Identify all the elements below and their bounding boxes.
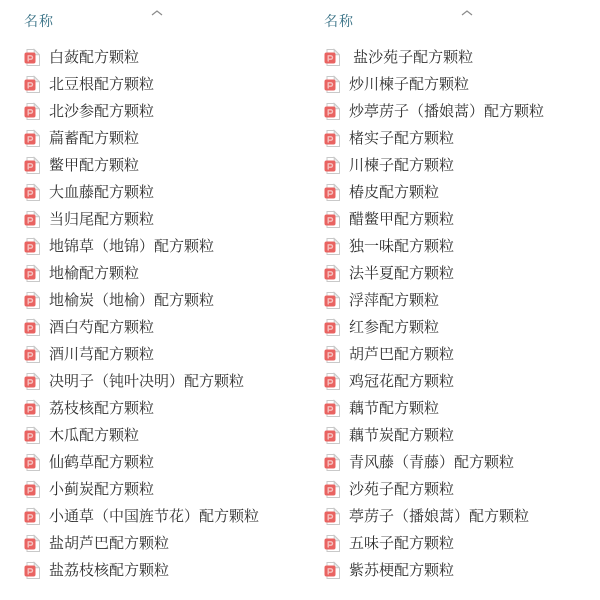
pdf-file-icon bbox=[24, 264, 40, 283]
file-name-label: 炒葶苈子（播娘蒿）配方颗粒 bbox=[349, 103, 545, 120]
column-header-name[interactable]: 名称 bbox=[24, 13, 54, 29]
file-name-label: 胡芦巴配方颗粒 bbox=[349, 346, 455, 363]
file-name-label: 盐荔枝核配方颗粒 bbox=[49, 562, 170, 579]
file-row[interactable] bbox=[324, 125, 600, 152]
file-row[interactable] bbox=[24, 422, 300, 449]
file-row[interactable] bbox=[324, 422, 600, 449]
file-row[interactable] bbox=[24, 287, 300, 314]
file-row[interactable] bbox=[324, 503, 600, 530]
file-list bbox=[24, 44, 300, 584]
file-name-label: 紫苏梗配方颗粒 bbox=[349, 562, 455, 579]
pdf-file-icon bbox=[24, 210, 40, 229]
file-name-label: 荔枝核配方颗粒 bbox=[49, 400, 155, 417]
pdf-file-icon bbox=[324, 534, 340, 553]
file-name-label: 藕节配方颗粒 bbox=[349, 400, 440, 417]
pdf-file-icon bbox=[24, 75, 40, 94]
pdf-file-icon bbox=[24, 102, 40, 121]
file-row[interactable] bbox=[324, 530, 600, 557]
file-name-label: 楮实子配方颗粒 bbox=[349, 130, 455, 147]
file-row[interactable] bbox=[324, 368, 600, 395]
file-name-label: 北沙参配方颗粒 bbox=[49, 103, 155, 120]
file-row[interactable] bbox=[24, 503, 300, 530]
pdf-file-icon bbox=[324, 237, 340, 256]
file-row[interactable] bbox=[324, 341, 600, 368]
file-row[interactable] bbox=[324, 206, 600, 233]
file-row[interactable] bbox=[324, 98, 600, 125]
file-row[interactable] bbox=[24, 206, 300, 233]
file-name-label: 盐沙苑子配方颗粒 bbox=[349, 49, 474, 66]
pdf-file-icon bbox=[324, 480, 340, 499]
file-name-label: 地榆配方颗粒 bbox=[49, 265, 140, 282]
file-row[interactable] bbox=[24, 368, 300, 395]
file-row[interactable] bbox=[24, 314, 300, 341]
file-row[interactable] bbox=[24, 530, 300, 557]
sort-ascending-icon[interactable] bbox=[460, 4, 474, 12]
file-name-label: 木瓜配方颗粒 bbox=[49, 427, 140, 444]
pdf-file-icon bbox=[24, 48, 40, 67]
file-row[interactable] bbox=[24, 476, 300, 503]
file-row[interactable] bbox=[24, 98, 300, 125]
file-name-label: 独一味配方颗粒 bbox=[349, 238, 455, 255]
pdf-file-icon bbox=[324, 102, 340, 121]
file-name-label: 葶苈子（播娘蒿）配方颗粒 bbox=[349, 508, 530, 525]
pdf-file-icon bbox=[24, 426, 40, 445]
pdf-file-icon bbox=[24, 399, 40, 418]
pdf-file-icon bbox=[324, 345, 340, 364]
file-name-label: 法半夏配方颗粒 bbox=[349, 265, 455, 282]
file-name-label: 炒川楝子配方颗粒 bbox=[349, 76, 470, 93]
file-name-label: 大血藤配方颗粒 bbox=[49, 184, 155, 201]
file-name-label: 地榆炭（地榆）配方颗粒 bbox=[49, 292, 215, 309]
file-name-label: 川楝子配方颗粒 bbox=[349, 157, 455, 174]
pdf-file-icon bbox=[324, 561, 340, 580]
file-name-label: 浮萍配方颗粒 bbox=[349, 292, 440, 309]
column-header-name[interactable]: 名称 bbox=[324, 13, 354, 29]
pdf-file-icon bbox=[324, 291, 340, 310]
file-column-left bbox=[24, 0, 300, 600]
file-name-label: 五味子配方颗粒 bbox=[349, 535, 455, 552]
pdf-file-icon bbox=[24, 561, 40, 580]
file-name-label: 酒白芍配方颗粒 bbox=[49, 319, 155, 336]
pdf-file-icon bbox=[24, 453, 40, 472]
file-column-right bbox=[324, 0, 600, 600]
file-name-label: 椿皮配方颗粒 bbox=[349, 184, 440, 201]
file-row[interactable] bbox=[324, 395, 600, 422]
file-row[interactable] bbox=[24, 395, 300, 422]
file-name-label: 藕节炭配方颗粒 bbox=[349, 427, 455, 444]
file-name-label: 酒川芎配方颗粒 bbox=[49, 346, 155, 363]
pdf-file-icon bbox=[324, 372, 340, 391]
pdf-file-icon bbox=[24, 534, 40, 553]
file-row[interactable] bbox=[324, 476, 600, 503]
file-list bbox=[324, 44, 600, 584]
file-row[interactable] bbox=[24, 233, 300, 260]
pdf-file-icon bbox=[24, 372, 40, 391]
file-name-label: 小通草（中国旌节花）配方颗粒 bbox=[49, 508, 260, 525]
file-row[interactable] bbox=[324, 557, 600, 584]
file-row[interactable] bbox=[24, 557, 300, 584]
pdf-file-icon bbox=[24, 129, 40, 148]
pdf-file-icon bbox=[324, 156, 340, 175]
file-row[interactable] bbox=[324, 449, 600, 476]
file-row[interactable] bbox=[324, 152, 600, 179]
pdf-file-icon bbox=[24, 480, 40, 499]
pdf-file-icon bbox=[324, 183, 340, 202]
file-row[interactable] bbox=[24, 152, 300, 179]
file-name-label: 鸡冠花配方颗粒 bbox=[349, 373, 455, 390]
pdf-file-icon bbox=[24, 291, 40, 310]
sort-ascending-icon[interactable] bbox=[150, 4, 164, 12]
file-name-label: 仙鹤草配方颗粒 bbox=[49, 454, 155, 471]
file-name-label: 地锦草（地锦）配方颗粒 bbox=[49, 238, 215, 255]
file-row[interactable] bbox=[24, 71, 300, 98]
pdf-file-icon bbox=[324, 264, 340, 283]
file-name-label: 萹蓄配方颗粒 bbox=[49, 130, 140, 147]
pdf-file-icon bbox=[324, 426, 340, 445]
file-row[interactable] bbox=[324, 71, 600, 98]
file-name-label: 当归尾配方颗粒 bbox=[49, 211, 155, 228]
pdf-file-icon bbox=[24, 507, 40, 526]
file-name-label: 鳖甲配方颗粒 bbox=[49, 157, 140, 174]
pdf-file-icon bbox=[24, 237, 40, 256]
pdf-file-icon bbox=[24, 318, 40, 337]
pdf-file-icon bbox=[324, 75, 340, 94]
pdf-file-icon bbox=[24, 156, 40, 175]
file-name-label: 红参配方颗粒 bbox=[349, 319, 440, 336]
file-row[interactable] bbox=[324, 287, 600, 314]
pdf-file-icon bbox=[324, 129, 340, 148]
file-row[interactable] bbox=[324, 44, 600, 71]
file-name-label: 北豆根配方颗粒 bbox=[49, 76, 155, 93]
file-name-label: 决明子（钝叶决明）配方颗粒 bbox=[49, 373, 245, 390]
file-row[interactable] bbox=[24, 341, 300, 368]
file-row[interactable] bbox=[324, 179, 600, 206]
pdf-file-icon bbox=[24, 345, 40, 364]
file-row[interactable] bbox=[24, 44, 300, 71]
file-row[interactable] bbox=[324, 314, 600, 341]
pdf-file-icon bbox=[324, 399, 340, 418]
file-row[interactable] bbox=[24, 125, 300, 152]
file-name-label: 青风藤（青藤）配方颗粒 bbox=[349, 454, 515, 471]
file-row[interactable] bbox=[324, 233, 600, 260]
pdf-file-icon bbox=[324, 210, 340, 229]
file-row[interactable] bbox=[24, 260, 300, 287]
pdf-file-icon bbox=[324, 507, 340, 526]
file-row[interactable] bbox=[24, 179, 300, 206]
file-name-label: 盐胡芦巴配方颗粒 bbox=[49, 535, 170, 552]
pdf-file-icon bbox=[324, 318, 340, 337]
file-name-label: 小蓟炭配方颗粒 bbox=[49, 481, 155, 498]
pdf-file-icon bbox=[24, 183, 40, 202]
file-name-label: 白蔹配方颗粒 bbox=[49, 49, 140, 66]
file-name-label: 醋鳖甲配方颗粒 bbox=[349, 211, 455, 228]
file-row[interactable] bbox=[24, 449, 300, 476]
pdf-file-icon bbox=[324, 48, 340, 67]
pdf-file-icon bbox=[324, 453, 340, 472]
file-row[interactable] bbox=[324, 260, 600, 287]
file-name-label: 沙苑子配方颗粒 bbox=[349, 481, 455, 498]
